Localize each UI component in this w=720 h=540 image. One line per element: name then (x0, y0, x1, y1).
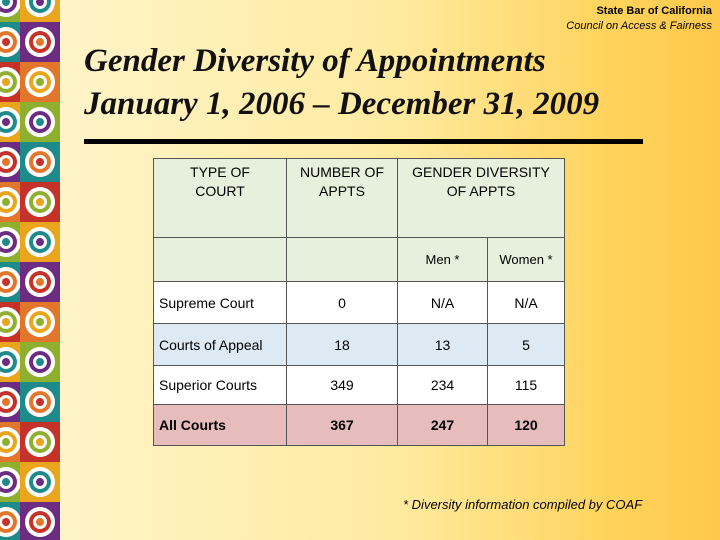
appts-count: 18 (287, 324, 398, 366)
pattern-circle (2, 398, 10, 406)
court-name: All Courts (154, 405, 287, 446)
pattern-circle (2, 518, 10, 526)
subheader-empty-2 (287, 238, 398, 282)
men-count: N/A (398, 282, 488, 324)
pattern-circle (2, 158, 10, 166)
table-subheader-row (154, 238, 565, 282)
women-count: 115 (488, 366, 565, 405)
pattern-circle (2, 118, 10, 126)
pattern-circle (2, 358, 10, 366)
organization-header (566, 4, 712, 34)
pattern-circle (2, 318, 10, 326)
title-line-2: January 1, 2006 – December 31, 2009 (84, 86, 600, 122)
pattern-circle (2, 238, 10, 246)
header-number-of-appts: NUMBER OF APPTS (287, 159, 398, 238)
men-count: 13 (398, 324, 488, 366)
organization-name: State Bar of California (596, 5, 712, 17)
pattern-circle (2, 438, 10, 446)
women-count: 5 (488, 324, 565, 366)
table-total-row (154, 405, 565, 446)
court-name: Supreme Court (154, 282, 287, 324)
pattern-circle (36, 478, 44, 486)
men-count: 247 (398, 405, 488, 446)
pattern-circle (36, 158, 44, 166)
footnote: * Diversity information compiled by COAF (403, 497, 643, 512)
circle-pattern-graphic (0, 0, 62, 540)
court-name: Courts of Appeal (154, 324, 287, 366)
title-divider (84, 139, 643, 144)
women-count: N/A (488, 282, 565, 324)
pattern-circle (36, 438, 44, 446)
pattern-circle (36, 398, 44, 406)
pattern-circle (2, 278, 10, 286)
header-type-of-court: TYPE OF COURT (154, 159, 287, 238)
table-row (154, 282, 565, 324)
subheader-men: Men * (398, 238, 488, 282)
pattern-circle (2, 38, 10, 46)
pattern-circle (36, 78, 44, 86)
pattern-circle (36, 318, 44, 326)
table-header-row (154, 159, 565, 238)
pattern-circle (36, 198, 44, 206)
pattern-circle (36, 38, 44, 46)
header-gender-diversity: GENDER DIVERSITY OF APPTS (398, 159, 565, 238)
men-count: 234 (398, 366, 488, 405)
pattern-circle (36, 358, 44, 366)
subheader-empty-1 (154, 238, 287, 282)
slide-title (84, 40, 599, 126)
pattern-circle (2, 198, 10, 206)
table-row (154, 366, 565, 405)
appts-count: 349 (287, 366, 398, 405)
pattern-circle (2, 478, 10, 486)
women-count: 120 (488, 405, 565, 446)
title-line-1: Gender Diversity of Appointments (84, 43, 546, 79)
appts-count: 0 (287, 282, 398, 324)
pattern-circle (2, 78, 10, 86)
court-name: Superior Courts (154, 366, 287, 405)
subheader-women: Women * (488, 238, 565, 282)
pattern-circle (36, 278, 44, 286)
pattern-circle (36, 118, 44, 126)
appts-count: 367 (287, 405, 398, 446)
table-row (154, 324, 565, 366)
decorative-circle-strip (0, 0, 62, 540)
pattern-circle (36, 238, 44, 246)
council-name: Council on Access & Fairness (566, 20, 712, 32)
appointments-table (153, 158, 565, 446)
pattern-circle (36, 518, 44, 526)
